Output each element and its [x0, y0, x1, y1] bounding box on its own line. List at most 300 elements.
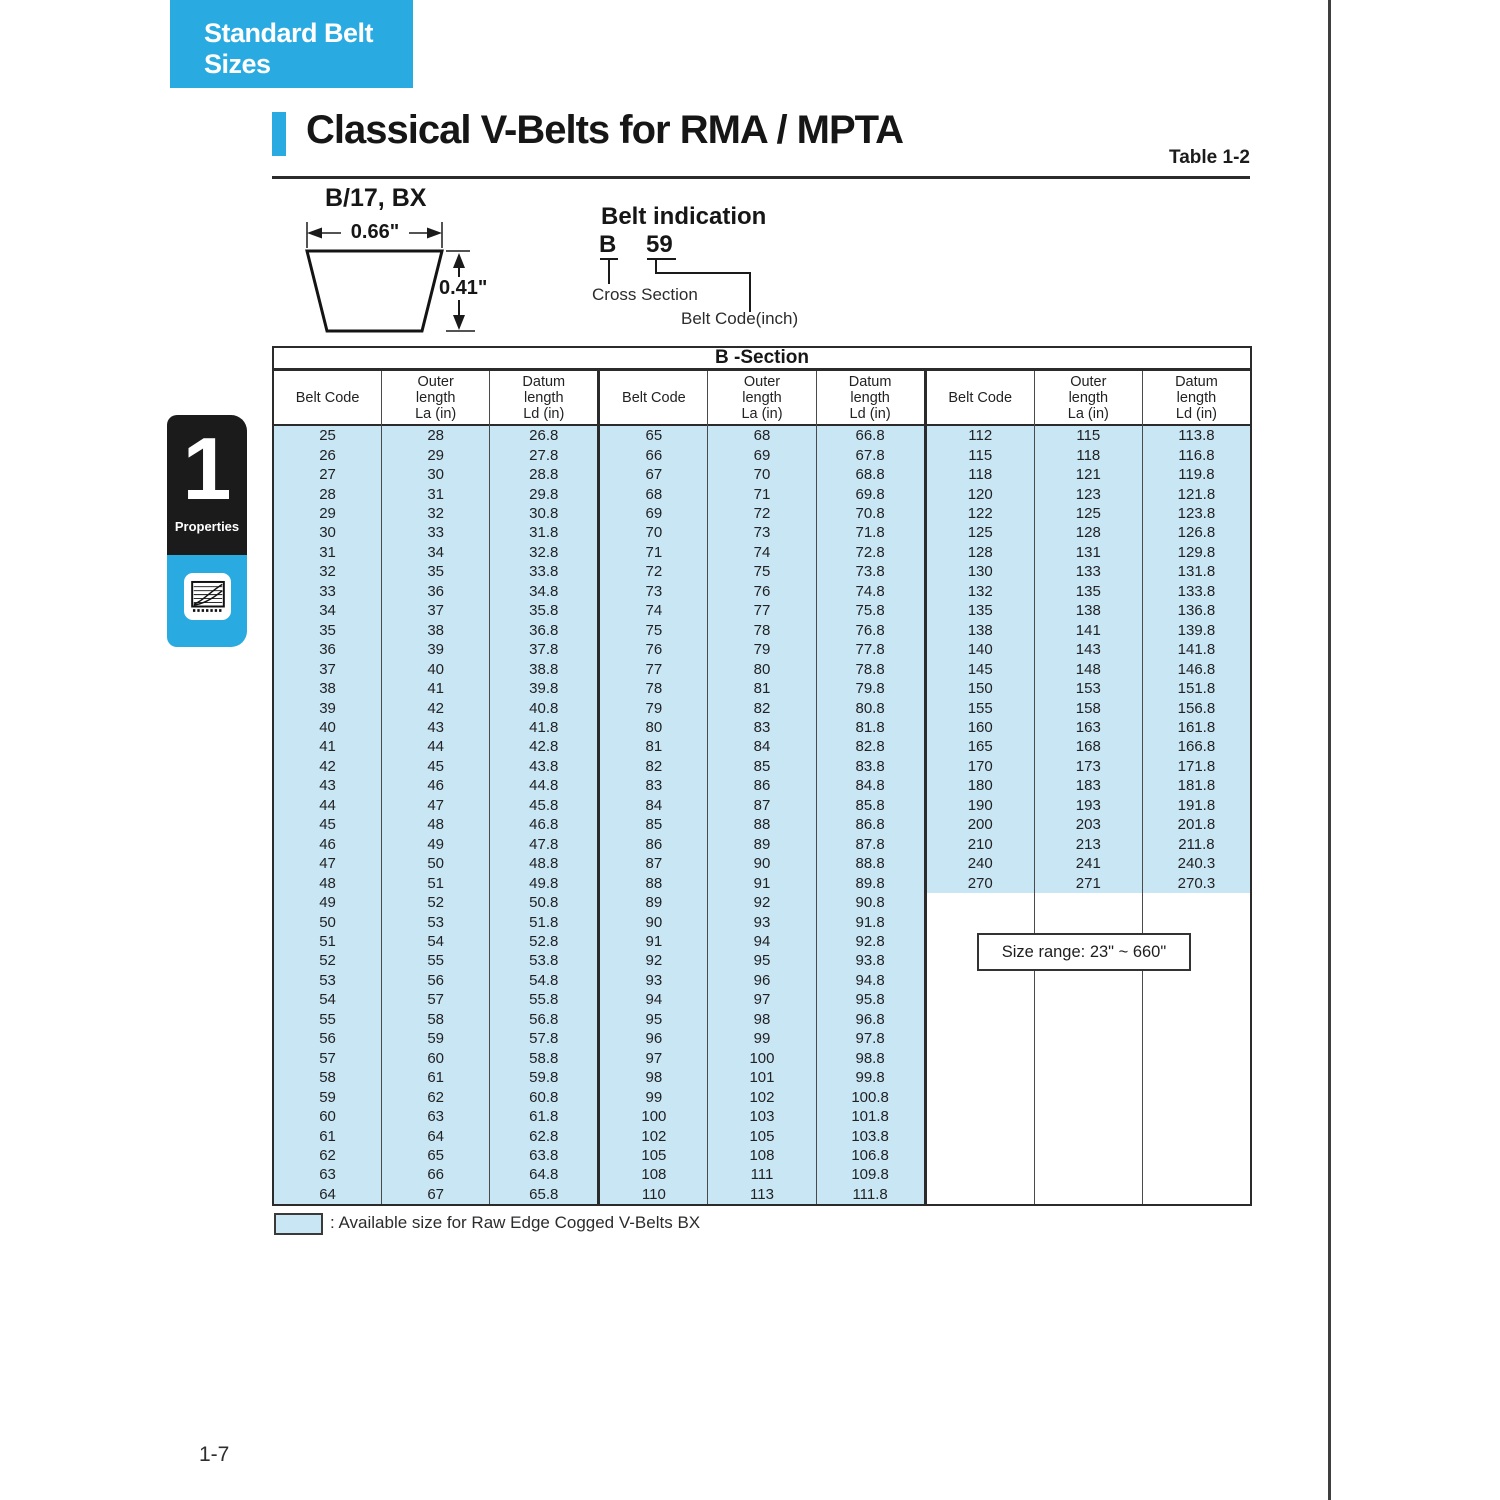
- table-cell: 140: [927, 640, 1034, 659]
- table-cell: [1035, 1146, 1142, 1165]
- table-cell: 46: [382, 776, 489, 795]
- table-cell: 75.8: [817, 601, 924, 620]
- table-cell: 128: [1035, 523, 1142, 542]
- table-cell: [1143, 912, 1250, 931]
- table-cell: 32: [274, 562, 381, 581]
- page-edge-rule: [1328, 0, 1331, 1500]
- table-cell: 45: [382, 757, 489, 776]
- table-cell: 50: [274, 912, 381, 931]
- table-cell: 99.8: [817, 1068, 924, 1087]
- table-cell: 211.8: [1143, 835, 1250, 854]
- table-cell: 57.8: [490, 1029, 597, 1048]
- table-cell: 71.8: [817, 523, 924, 542]
- table-cell: 54.8: [490, 971, 597, 990]
- legend-text: : Available size for Raw Edge Cogged V-Belts BX: [330, 1213, 701, 1232]
- column-body: [490, 426, 597, 1204]
- table-cell: 52.8: [490, 932, 597, 951]
- table-cell: 54: [274, 990, 381, 1009]
- table-cell: 87.8: [817, 835, 924, 854]
- table-cell: 69.8: [817, 484, 924, 503]
- table-cell: 81: [600, 737, 707, 756]
- table-cell: 63.8: [490, 1146, 597, 1165]
- page-title: Classical V-Belts for RMA / MPTA: [306, 108, 904, 152]
- table-cell: 98.8: [817, 1049, 924, 1068]
- table-cell: 39: [382, 640, 489, 659]
- table-cell: 65: [600, 426, 707, 445]
- table-cell: 240.3: [1143, 854, 1250, 873]
- table-cell: 102: [708, 1087, 815, 1106]
- table-cell: [927, 1146, 1034, 1165]
- table-cell: [1143, 1107, 1250, 1126]
- table-cell: 64.8: [490, 1165, 597, 1184]
- table-cell: 112: [927, 426, 1034, 445]
- table-cell: 26: [274, 445, 381, 464]
- table-cell: 110: [600, 1185, 707, 1204]
- table-cell: 97.8: [817, 1029, 924, 1048]
- column-header: Outer length La (in): [1035, 371, 1142, 426]
- table-cell: 36: [274, 640, 381, 659]
- table-cell: [1143, 893, 1250, 912]
- table-cell: 163: [1035, 718, 1142, 737]
- table-cell: [1143, 971, 1250, 990]
- table-cell: 28: [382, 426, 489, 445]
- table-cell: 53: [274, 971, 381, 990]
- table-cell: 69: [600, 504, 707, 523]
- table-cell: 241: [1035, 854, 1142, 873]
- table-cell: 82: [708, 698, 815, 717]
- table-cell: 46.8: [490, 815, 597, 834]
- table-cell: 88: [708, 815, 815, 834]
- table-cell: [1143, 1049, 1250, 1068]
- table-cell: 68: [708, 426, 815, 445]
- table-cell: 118: [927, 465, 1034, 484]
- table-column: [1034, 371, 1142, 1204]
- table-cell: 72.8: [817, 543, 924, 562]
- table-cell: 123.8: [1143, 504, 1250, 523]
- table-cell: [1035, 971, 1142, 990]
- table-cell: 63: [274, 1165, 381, 1184]
- table-cell: [1143, 1165, 1250, 1184]
- table-cell: 67.8: [817, 445, 924, 464]
- column-header: Belt Code: [600, 371, 707, 426]
- table-cell: 75: [600, 621, 707, 640]
- table-cell: 52: [274, 951, 381, 970]
- table-column: [927, 371, 1034, 1204]
- table-cell: 119.8: [1143, 465, 1250, 484]
- table-cell: 76: [708, 582, 815, 601]
- table-cell: 35: [382, 562, 489, 581]
- table-cell: 50.8: [490, 893, 597, 912]
- table-cell: [927, 1165, 1034, 1184]
- table-cell: [1035, 893, 1142, 912]
- table-cell: 41.8: [490, 718, 597, 737]
- table-cell: 62.8: [490, 1126, 597, 1145]
- table-cell: 76.8: [817, 621, 924, 640]
- table-cell: 68: [600, 484, 707, 503]
- table-cell: 138: [927, 621, 1034, 640]
- table-cell: 183: [1035, 776, 1142, 795]
- chart-icon: [184, 573, 231, 620]
- table-cell: 128: [927, 543, 1034, 562]
- table-cell: 108: [600, 1165, 707, 1184]
- table-cell: 36: [382, 582, 489, 601]
- table-cell: [1035, 1185, 1142, 1204]
- table-cell: 60: [274, 1107, 381, 1126]
- table-cell: 84: [708, 737, 815, 756]
- table-cell: 200: [927, 815, 1034, 834]
- table-cell: [1143, 1087, 1250, 1106]
- table-cell: 60: [382, 1049, 489, 1068]
- table-cell: [927, 1087, 1034, 1106]
- table-cell: 95: [708, 951, 815, 970]
- table-cell: 125: [927, 523, 1034, 542]
- table-cell: 82: [600, 757, 707, 776]
- belt-code-value: 59: [646, 231, 673, 258]
- table-cell: 67: [600, 465, 707, 484]
- table-cell: 31: [382, 484, 489, 503]
- table-cell: 40: [274, 718, 381, 737]
- table-cell: 55: [382, 951, 489, 970]
- table-cell: 74: [708, 543, 815, 562]
- table-column: [1142, 371, 1250, 1204]
- table-cell: 27.8: [490, 445, 597, 464]
- table-cell: 42: [382, 698, 489, 717]
- table-cell: 36.8: [490, 621, 597, 640]
- table-cell: 116.8: [1143, 445, 1250, 464]
- table-cell: 48.8: [490, 854, 597, 873]
- table-cell: 50: [382, 854, 489, 873]
- table-cell: 96: [708, 971, 815, 990]
- table-cell: 75: [708, 562, 815, 581]
- table-cell: 73.8: [817, 562, 924, 581]
- table-cell: 25: [274, 426, 381, 445]
- table-cell: 58: [274, 1068, 381, 1087]
- table-cell: 170: [927, 757, 1034, 776]
- table-cell: 98: [708, 1010, 815, 1029]
- table-cell: 118: [1035, 445, 1142, 464]
- table-cell: 93: [708, 912, 815, 931]
- table-cell: 78.8: [817, 659, 924, 678]
- table-cell: 99: [708, 1029, 815, 1048]
- table-cell: 165: [927, 737, 1034, 756]
- table-cell: 29: [382, 445, 489, 464]
- table-cell: 156.8: [1143, 698, 1250, 717]
- table-cell: 64: [274, 1185, 381, 1204]
- table-cell: 30.8: [490, 504, 597, 523]
- table-cell: 111: [708, 1165, 815, 1184]
- table-cell: [1143, 1029, 1250, 1048]
- table-cell: [927, 893, 1034, 912]
- table-cell: 113: [708, 1185, 815, 1204]
- table-cell: 91.8: [817, 912, 924, 931]
- table-cell: 125: [1035, 504, 1142, 523]
- table-cell: 141: [1035, 621, 1142, 640]
- table-cell: 105: [600, 1146, 707, 1165]
- table-cell: 34.8: [490, 582, 597, 601]
- table-cell: 73: [600, 582, 707, 601]
- table-cell: 100: [708, 1049, 815, 1068]
- table-cell: 65.8: [490, 1185, 597, 1204]
- table-cell: 30: [382, 465, 489, 484]
- table-cell: 201.8: [1143, 815, 1250, 834]
- table-cell: 58.8: [490, 1049, 597, 1068]
- table-cell: 203: [1035, 815, 1142, 834]
- table-cell: 80.8: [817, 698, 924, 717]
- table-cell: 135: [1035, 582, 1142, 601]
- table-cell: 40.8: [490, 698, 597, 717]
- table-cell: 132: [927, 582, 1034, 601]
- table-cell: 270.3: [1143, 873, 1250, 892]
- table-cell: 47.8: [490, 835, 597, 854]
- chapter-tab: [167, 415, 247, 555]
- table-cell: 44.8: [490, 776, 597, 795]
- table-cell: 28.8: [490, 465, 597, 484]
- page-number: 1-7: [199, 1443, 230, 1466]
- table-group: [924, 371, 1250, 1204]
- table-cell: 129.8: [1143, 543, 1250, 562]
- table-cell: 70.8: [817, 504, 924, 523]
- table-cell: 31.8: [490, 523, 597, 542]
- table-cell: 29.8: [490, 484, 597, 503]
- chapter-label: Properties: [174, 519, 240, 534]
- table-cell: 74.8: [817, 582, 924, 601]
- table-cell: 49: [382, 835, 489, 854]
- column-header: Belt Code: [274, 371, 381, 426]
- table-cell: 86: [600, 835, 707, 854]
- table-cell: 79: [708, 640, 815, 659]
- table-cell: 44: [382, 737, 489, 756]
- table-cell: 56.8: [490, 1010, 597, 1029]
- belt-indication-title: Belt indication: [601, 203, 767, 230]
- table-cell: 37.8: [490, 640, 597, 659]
- table-cell: 83.8: [817, 757, 924, 776]
- table-cell: 150: [927, 679, 1034, 698]
- table-cell: 213: [1035, 835, 1142, 854]
- table-cell: 80: [708, 659, 815, 678]
- table-cell: 60.8: [490, 1087, 597, 1106]
- table-cell: 48: [382, 815, 489, 834]
- table-cell: 32: [382, 504, 489, 523]
- table-cell: 136.8: [1143, 601, 1250, 620]
- table-group: [597, 371, 923, 1204]
- table-cell: 55: [274, 1010, 381, 1029]
- table-cell: 62: [382, 1087, 489, 1106]
- table-cell: 81.8: [817, 718, 924, 737]
- table-cell: 32.8: [490, 543, 597, 562]
- table-cell: 28: [274, 484, 381, 503]
- table-cell: 65: [382, 1146, 489, 1165]
- table-cell: 31: [274, 543, 381, 562]
- table-cell: 138: [1035, 601, 1142, 620]
- table-cell: [927, 971, 1034, 990]
- height-dimension: 0.41": [439, 277, 488, 299]
- table-cell: 43: [274, 776, 381, 795]
- table-cell: 43.8: [490, 757, 597, 776]
- table-cell: [927, 912, 1034, 931]
- table-cell: 43: [382, 718, 489, 737]
- table-cell: 71: [708, 484, 815, 503]
- table-cell: 81: [708, 679, 815, 698]
- table-cell: 100.8: [817, 1087, 924, 1106]
- table-cell: 34: [274, 601, 381, 620]
- table-cell: 37: [274, 659, 381, 678]
- legend-swatch: [274, 1213, 323, 1235]
- table-cell: 35.8: [490, 601, 597, 620]
- table-cell: [1143, 1126, 1250, 1145]
- table-cell: 90: [600, 912, 707, 931]
- table-cell: 158: [1035, 698, 1142, 717]
- table-cell: 131.8: [1143, 562, 1250, 581]
- table-column: [816, 371, 924, 1204]
- table-cell: 153: [1035, 679, 1142, 698]
- table-section-title: B -Section: [274, 348, 1250, 371]
- column-header: Datum length Ld (in): [490, 371, 597, 426]
- table-cell: 67: [382, 1185, 489, 1204]
- banner-label: Standard Belt Sizes: [204, 18, 374, 79]
- table-cell: [1143, 1068, 1250, 1087]
- table-cell: 111.8: [817, 1185, 924, 1204]
- column-body: [1035, 426, 1142, 1204]
- table-cell: 96: [600, 1029, 707, 1048]
- table-cell: 51: [274, 932, 381, 951]
- cross-section-value: B: [599, 231, 617, 258]
- table-cell: 115: [927, 445, 1034, 464]
- table-cell: 91: [600, 932, 707, 951]
- table-cell: 82.8: [817, 737, 924, 756]
- table-cell: 70: [600, 523, 707, 542]
- table-cell: 180: [927, 776, 1034, 795]
- table-cell: 91: [708, 873, 815, 892]
- table-cell: [927, 1029, 1034, 1048]
- table-cell: 27: [274, 465, 381, 484]
- table-column: [381, 371, 489, 1204]
- table-cell: 94: [600, 990, 707, 1009]
- table-cell: 100: [600, 1107, 707, 1126]
- size-range-note: Size range: 23" ~ 660": [977, 933, 1191, 971]
- table-cell: 103: [708, 1107, 815, 1126]
- table-cell: 122: [927, 504, 1034, 523]
- table-cell: 72: [708, 504, 815, 523]
- table-cell: 45: [274, 815, 381, 834]
- table-cell: 47: [274, 854, 381, 873]
- table-cell: 39.8: [490, 679, 597, 698]
- table-cell: 155: [927, 698, 1034, 717]
- belt-code-label: Belt Code(inch): [681, 309, 799, 328]
- column-body: [382, 426, 489, 1204]
- table-cell: 38: [382, 621, 489, 640]
- table-cell: 87: [600, 854, 707, 873]
- table-cell: 102: [600, 1126, 707, 1145]
- table-cell: 84.8: [817, 776, 924, 795]
- table-cell: 47: [382, 796, 489, 815]
- table-cell: 108: [708, 1146, 815, 1165]
- table-cell: 83: [708, 718, 815, 737]
- table-cell: 92.8: [817, 932, 924, 951]
- column-body: [274, 426, 381, 1204]
- table-cell: 45.8: [490, 796, 597, 815]
- table-cell: 121.8: [1143, 484, 1250, 503]
- table-cell: 84: [600, 796, 707, 815]
- table-cell: 193: [1035, 796, 1142, 815]
- table-cell: 133.8: [1143, 582, 1250, 601]
- table-cell: 101: [708, 1068, 815, 1087]
- table-column: [489, 371, 597, 1204]
- table-column: [600, 371, 707, 1204]
- column-header: Datum length Ld (in): [817, 371, 924, 426]
- table-cell: 79: [600, 698, 707, 717]
- table-cell: 130: [927, 562, 1034, 581]
- table-cell: 35: [274, 621, 381, 640]
- table-cell: 89: [600, 893, 707, 912]
- table-cell: 42: [274, 757, 381, 776]
- table-cell: [1035, 1107, 1142, 1126]
- table-cell: 139.8: [1143, 621, 1250, 640]
- table-cell: 55.8: [490, 990, 597, 1009]
- table-cell: 86: [708, 776, 815, 795]
- table-cell: 109.8: [817, 1165, 924, 1184]
- table-cell: 190: [927, 796, 1034, 815]
- column-header: Datum length Ld (in): [1143, 371, 1250, 426]
- table-cell: 78: [600, 679, 707, 698]
- table-cell: 85: [708, 757, 815, 776]
- belt-section-label: B/17, BX: [325, 184, 427, 212]
- table-cell: 79.8: [817, 679, 924, 698]
- table-cell: 90: [708, 854, 815, 873]
- table-cell: 93.8: [817, 951, 924, 970]
- table-cell: 61.8: [490, 1107, 597, 1126]
- table-cell: 98: [600, 1068, 707, 1087]
- table-cell: 113.8: [1143, 426, 1250, 445]
- table-cell: [927, 1107, 1034, 1126]
- table-cell: 71: [600, 543, 707, 562]
- table-cell: [927, 1126, 1034, 1145]
- table-cell: 87: [708, 796, 815, 815]
- table-cell: [1035, 1087, 1142, 1106]
- table-cell: 57: [274, 1049, 381, 1068]
- table-cell: 59: [274, 1087, 381, 1106]
- table-cell: 72: [600, 562, 707, 581]
- column-body: [1143, 426, 1250, 1204]
- table-cell: 171.8: [1143, 757, 1250, 776]
- table-cell: 92: [600, 951, 707, 970]
- table-cell: [1035, 990, 1142, 1009]
- table-cell: 68.8: [817, 465, 924, 484]
- table-cell: [1143, 990, 1250, 1009]
- table-cell: 83: [600, 776, 707, 795]
- table-cell: [1035, 1165, 1142, 1184]
- table-cell: [927, 1185, 1034, 1204]
- table-cell: 166.8: [1143, 737, 1250, 756]
- width-dimension: 0.66": [341, 221, 409, 244]
- table-cell: 270: [927, 873, 1034, 892]
- table-cell: 33: [274, 582, 381, 601]
- table-cell: 141.8: [1143, 640, 1250, 659]
- table-cell: 97: [708, 990, 815, 1009]
- table-cell: 34: [382, 543, 489, 562]
- table-cell: 46: [274, 835, 381, 854]
- table-cell: 77: [600, 659, 707, 678]
- table-cell: 52: [382, 893, 489, 912]
- section-banner: [170, 0, 413, 88]
- chapter-icon-tab: [167, 555, 247, 647]
- table-cell: 26.8: [490, 426, 597, 445]
- table-cell: 131: [1035, 543, 1142, 562]
- table-cell: 29: [274, 504, 381, 523]
- table-cell: 94: [708, 932, 815, 951]
- table-cell: 40: [382, 659, 489, 678]
- table-cell: 97: [600, 1049, 707, 1068]
- table-cell: 41: [274, 737, 381, 756]
